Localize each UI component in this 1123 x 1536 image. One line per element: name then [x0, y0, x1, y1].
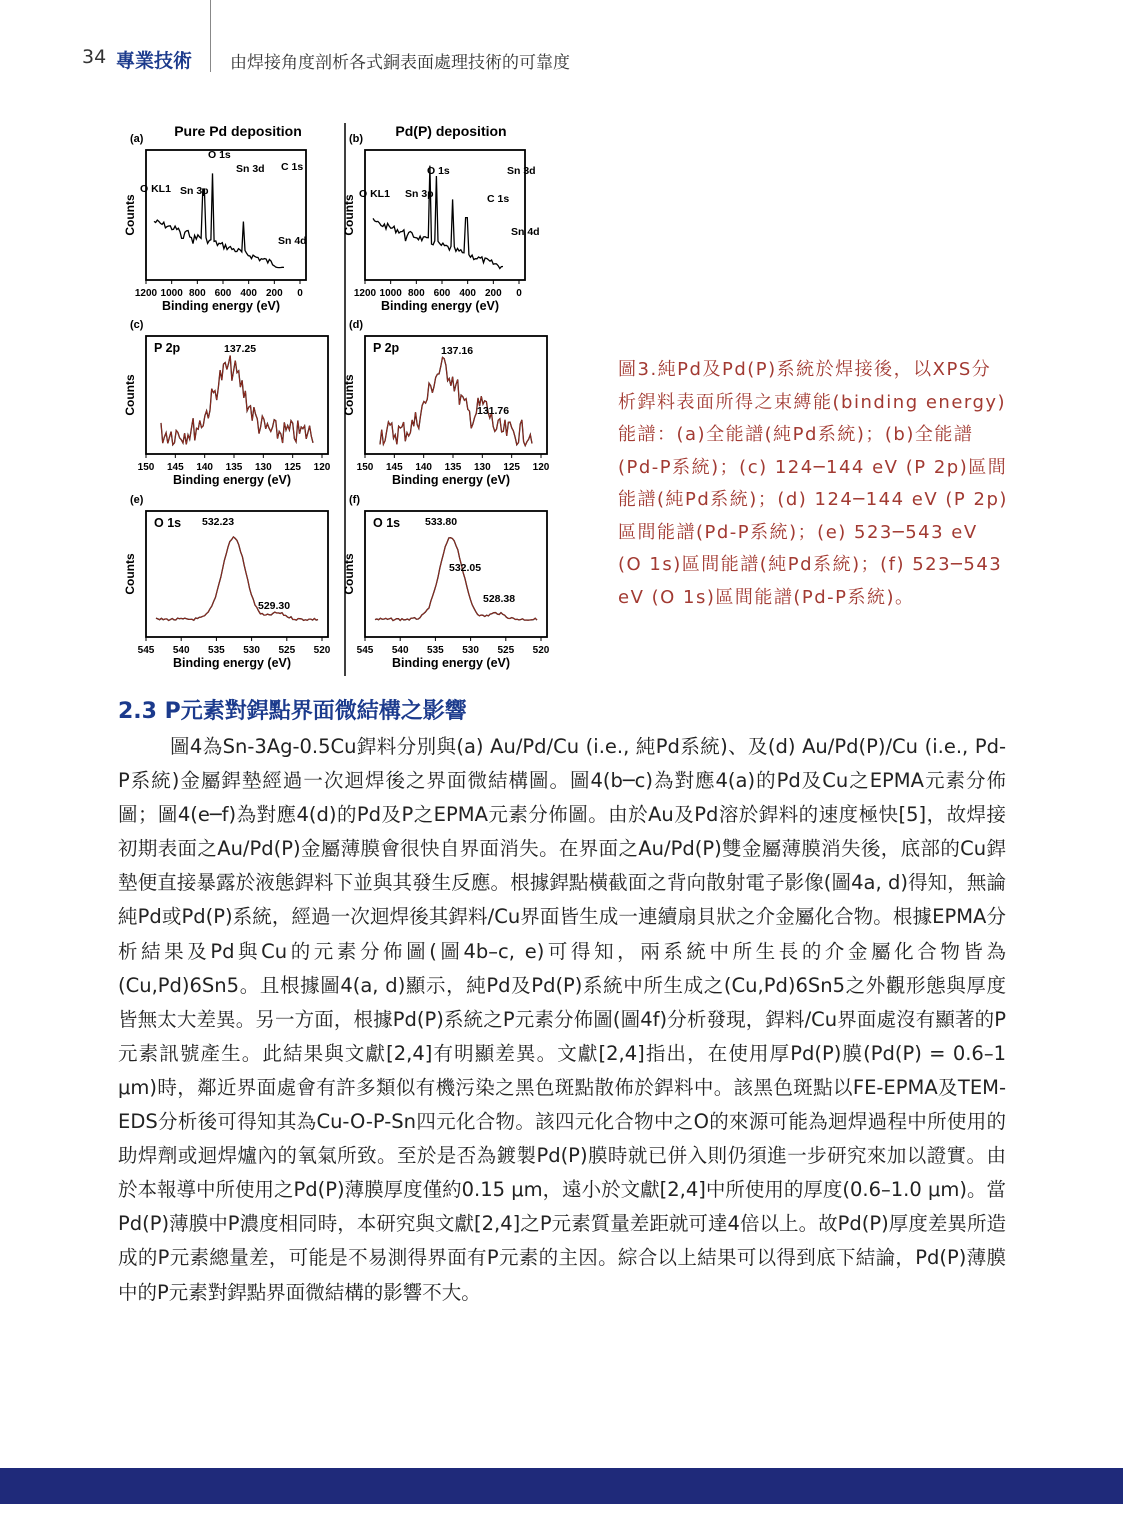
body-paragraph: 圖4為Sn-3Ag-0.5Cu銲料分別與(a) Au/Pd/Cu (i.e., 純Pd系統)、及(d) Au/Pd(P)/Cu (i.e., Pd-P系統)金屬銲墊經過一次迴焊後之界面微結構圖。圖4(b─c)為對應4(a)的Pd及Cu之EPMA元素分佈圖；圖4(e─f)為對應4(d)的Pd及P之EPMA元素分佈圖。由於Au及Pd溶於銲料的速度極快[5]，故焊接初期表面之Au/Pd(P)金屬薄膜會很快自界面消失。在界面之Au/Pd(P)雙金屬薄膜消失後，底部的Cu銲墊便直接暴露於液態銲料下並與其發生反應。根據銲點橫截面之背向散射電子影像(圖4a, d)得知，無論純Pd或Pd(P)系統，經過一次迴焊後其銲料/Cu界面皆生成一連續扇貝狀之介金屬化合物。根據EPMA分析結果及Pd與Cu的元素分佈圖(圖4b–c, e)可得知，兩系統中所生長的介金屬化合物皆為(Cu,Pd)6Sn5。且根據圖4(a, d)顯示，純Pd及Pd(P)系統中所生成之(Cu,Pd)6Sn5之外觀形態與厚度皆無太大差異。另一方面，根據Pd(P)系統之P元素分佈圖(圖4f)分析發現，銲料/Cu界面處沒有顯著的P元素訊號產生。此結果與文獻[2,4]有明顯差異。文獻[2,4]指出，在使用厚Pd(P)膜(Pd(P) = 0.6–1 μm)時，鄰近界面處會有許多類似有機污染之黑色斑點散佈於銲料中。該黑色斑點以FE-EPMA及TEM-EDS分析後可得知其為Cu-O-P-Sn四元化合物。該四元化合物中之O的來源可能為迴焊過程中所使用的助焊劑或迴焊爐內的氧氣所致。至於是否為鍍製Pd(P)膜時就已併入則仍須進一步研究來加以證實。由於本報導中所使用之Pd(P)薄膜厚度僅約0.15 μm，遠小於文獻[2,4]中所使用的厚度(0.6–1.0 μm)。當Pd(P)薄膜中P濃度相同時，本研究與文獻[2,4]之P元素質量差距就可達4倍以上。故Pd(P)厚度差異所造成的P元素總量差，可能是不易測得界面有P元素的主因。綜合以上結果可以得到底下結論，Pd(P)薄膜中的P元素對銲點界面微結構的影響不大。: [118, 735, 1007, 1304]
panel-label: (c): [130, 319, 144, 331]
x-tick-label: 125: [503, 462, 521, 473]
x-axis-label: Binding energy (eV): [391, 473, 511, 487]
region-label: O 1s: [154, 516, 182, 530]
region-label: P 2p: [154, 341, 181, 355]
y-axis-label: Counts: [342, 194, 356, 236]
x-tick-label: 150: [137, 462, 155, 473]
peak-label: 528.38: [483, 593, 516, 605]
peak-label: 137.25: [224, 343, 257, 355]
spectrum-line: [154, 173, 284, 267]
x-tick-label: 525: [278, 645, 296, 656]
body-text: [118, 730, 1006, 1310]
x-tick-label: 800: [407, 288, 425, 299]
x-tick-label: 0: [297, 288, 303, 299]
x-tick-label: 150: [356, 462, 374, 473]
panel-label: (f): [349, 494, 360, 506]
fit-curve: [375, 538, 537, 621]
x-tick-label: 145: [385, 462, 403, 473]
x-tick-label: 120: [313, 462, 331, 473]
column-title-pure-pd: Pure Pd deposition: [174, 123, 302, 139]
section-heading: 2.3 P元素對銲點界面微結構之影響: [118, 699, 467, 724]
peak-label: O 1s: [208, 149, 231, 161]
figure-caption: [618, 354, 1008, 614]
region-label: P 2p: [373, 341, 400, 355]
x-axis-label: Binding energy (eV): [161, 299, 281, 313]
x-tick-label: 120: [532, 462, 550, 473]
x-tick-label: 400: [240, 288, 258, 299]
y-axis-label: Counts: [123, 194, 137, 236]
page-header: [0, 0, 1123, 100]
x-tick-label: 0: [516, 288, 522, 299]
peak-label: 137.16: [441, 345, 474, 357]
panel-label: (e): [130, 494, 144, 506]
peak-label: C 1s: [281, 161, 304, 173]
x-tick-label: 140: [415, 462, 433, 473]
peak-label: Sn 3p: [180, 185, 209, 197]
x-tick-label: 200: [265, 288, 283, 299]
caption-text: 純Pd及Pd(P)系統於焊接後，以XPS分析銲料表面所得之束縛能(binding energy)能譜：(a)全能譜(純Pd系統)；(b)全能譜(Pd-P系統)；(c) 124─144 eV (P 2p)區間能譜(純Pd系統)；(d) 124─144 eV (P 2p)區間能譜(Pd-P系統)；(e) 523─543 eV (O 1s)區間能譜(純Pd系統)；(f) 523─543 eV (O 1s)區間能譜(Pd-P系統)。: [618, 359, 1008, 608]
peak-label: Sn 3d: [507, 165, 536, 177]
peak-label: O 1s: [427, 165, 450, 177]
panel-label: (a): [130, 133, 144, 145]
section-name: 專業技術: [116, 50, 193, 72]
x-tick-label: 200: [484, 288, 502, 299]
x-tick-label: 135: [444, 462, 462, 473]
fit-curve: [156, 537, 318, 621]
header-divider: [210, 0, 211, 72]
x-tick-label: 525: [497, 645, 515, 656]
peak-label: 131.76: [477, 405, 510, 417]
region-label: O 1s: [373, 516, 401, 530]
x-tick-label: 800: [188, 288, 206, 299]
x-tick-label: 130: [254, 462, 272, 473]
x-axis-label: Binding energy (eV): [380, 299, 500, 313]
x-tick-label: 145: [166, 462, 184, 473]
xps-figure-svg: [118, 118, 563, 678]
x-tick-label: 140: [196, 462, 214, 473]
spectrum-line: [380, 357, 532, 445]
x-tick-label: 530: [462, 645, 479, 656]
x-tick-label: 535: [208, 645, 225, 656]
x-tick-label: 1200: [353, 288, 377, 299]
x-tick-label: 600: [214, 288, 232, 299]
page-number: 34: [82, 46, 107, 68]
y-axis-label: Counts: [342, 374, 356, 416]
spectrum-line: [373, 166, 503, 269]
peak-label: O KL1: [140, 183, 171, 195]
peak-label: 529.30: [258, 600, 291, 612]
x-axis-label: Binding energy (eV): [172, 473, 292, 487]
x-tick-label: 125: [284, 462, 302, 473]
x-tick-label: 540: [172, 645, 190, 656]
footer-bar: [0, 1468, 1123, 1504]
xps-figure: [118, 118, 563, 678]
x-tick-label: 545: [356, 645, 374, 656]
column-title-pd-p: Pd(P) deposition: [395, 123, 507, 139]
fit-curve: [380, 357, 532, 445]
spectrum-line: [375, 538, 537, 621]
x-tick-label: 540: [391, 645, 409, 656]
x-tick-label: 545: [137, 645, 155, 656]
x-tick-label: 520: [532, 645, 550, 656]
peak-label: Sn 3d: [236, 163, 265, 175]
peak-label: O KL1: [359, 188, 390, 200]
peak-label: Sn 3p: [405, 188, 434, 200]
x-tick-label: 400: [459, 288, 477, 299]
x-tick-label: 530: [243, 645, 260, 656]
panel-label: (b): [349, 133, 364, 145]
panel-label: (d): [349, 319, 364, 331]
x-tick-label: 535: [427, 645, 444, 656]
x-tick-label: 130: [473, 462, 491, 473]
peak-label: 532.05: [449, 562, 482, 574]
x-axis-label: Binding energy (eV): [172, 656, 292, 670]
x-tick-label: 600: [433, 288, 451, 299]
y-axis-label: Counts: [342, 553, 356, 595]
x-tick-label: 520: [313, 645, 331, 656]
y-axis-label: Counts: [123, 553, 137, 595]
x-tick-label: 1000: [379, 288, 402, 299]
article-title: 由焊接角度剖析各式銅表面處理技術的可靠度: [230, 53, 570, 73]
x-tick-label: 1200: [134, 288, 158, 299]
caption-label: 圖3.: [618, 359, 658, 380]
y-axis-label: Counts: [123, 374, 137, 416]
spectrum-line: [161, 356, 313, 445]
peak-label: 533.80: [425, 516, 458, 528]
spectrum-line: [156, 537, 318, 621]
x-tick-label: 135: [225, 462, 243, 473]
peak-label: Sn 4d: [278, 235, 307, 247]
x-tick-label: 1000: [160, 288, 183, 299]
x-axis-label: Binding energy (eV): [391, 656, 511, 670]
peak-label: Sn 4d: [511, 226, 540, 238]
peak-label: C 1s: [487, 193, 510, 205]
peak-label: 532.23: [202, 516, 235, 528]
